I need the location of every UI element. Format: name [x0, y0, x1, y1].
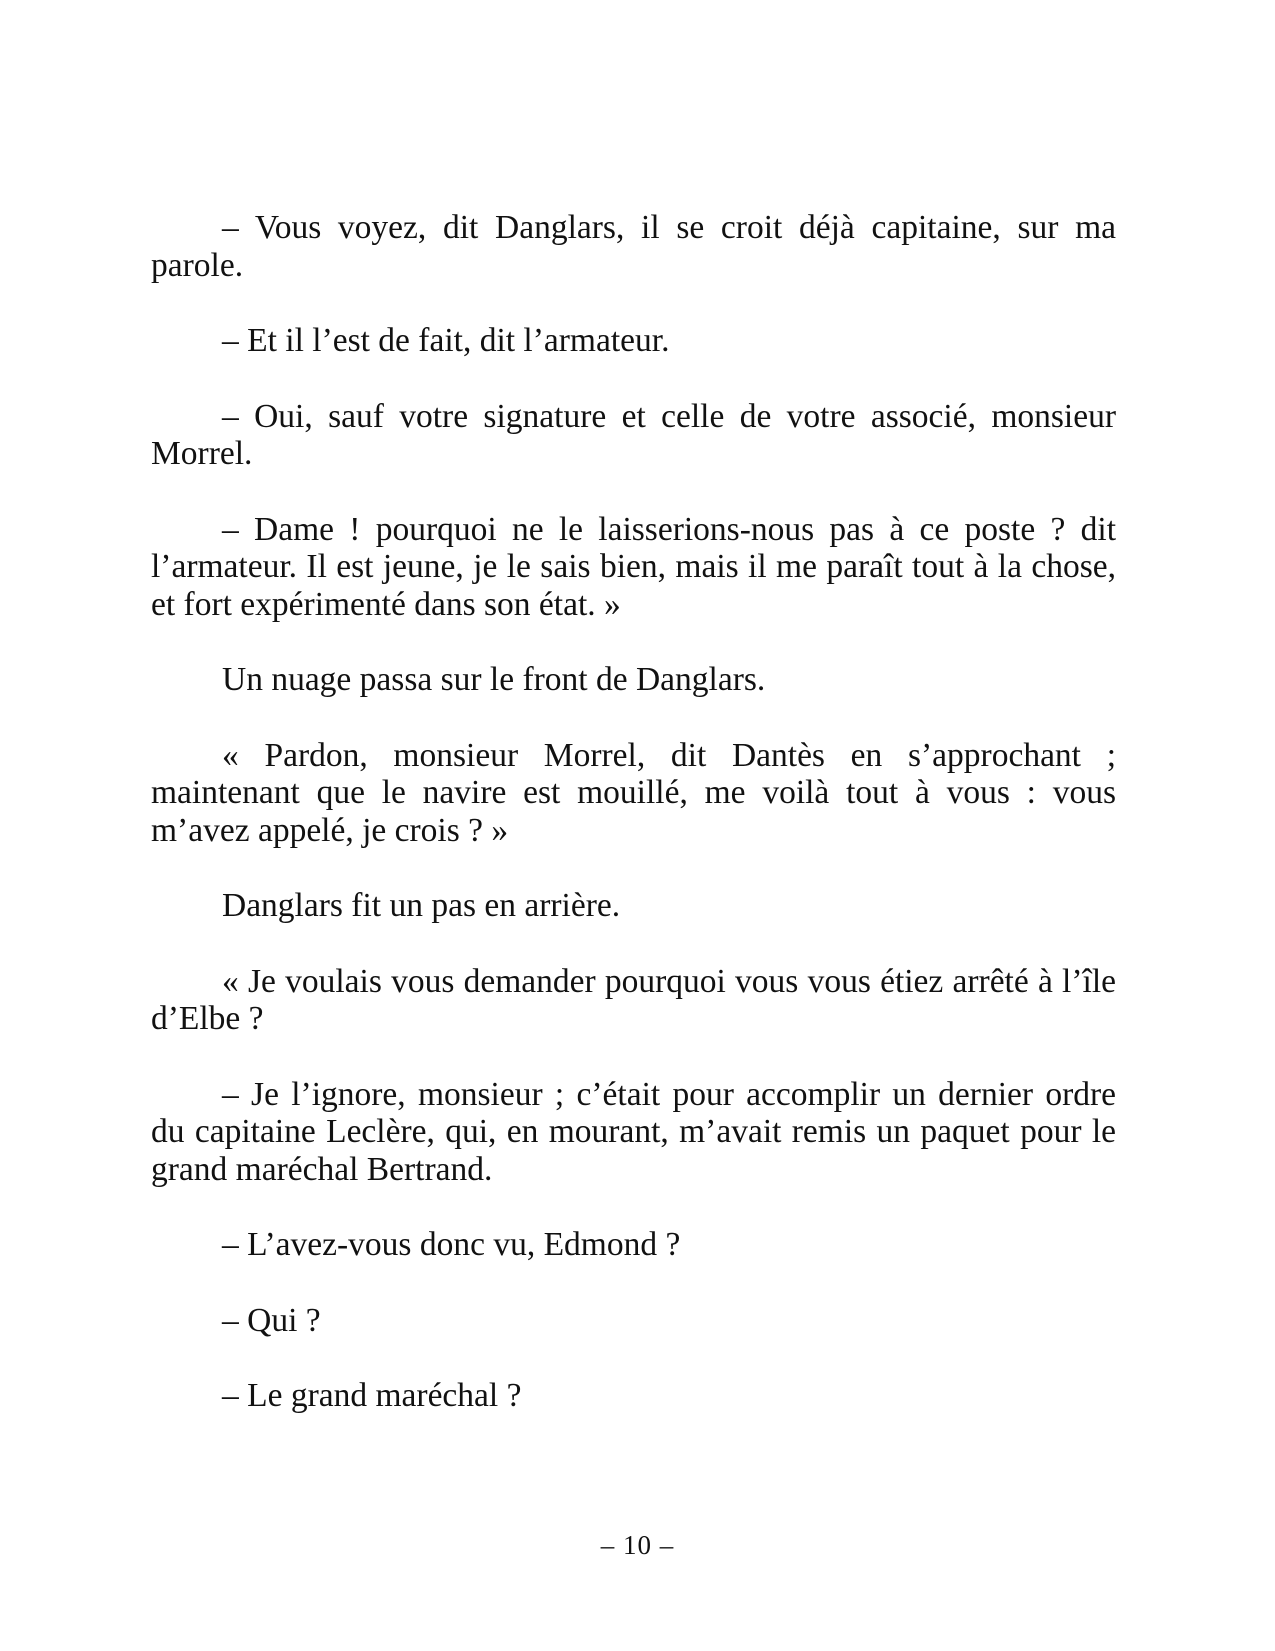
paragraph: – L’avez-vous donc vu, Edmond ? — [222, 1226, 681, 1263]
paragraph: « Pardon, monsieur Morrel, dit Dantès en s’approchant ; maintenant que le navire est mouillé, me voilà tout à vous : vous m’avez appelé, je crois ? » — [151, 736, 1116, 849]
page-body — [151, 209, 1116, 1415]
paragraph: – Et il l’est de fait, dit l’armateur. — [222, 322, 670, 359]
page-number: – 10 – — [600, 1530, 675, 1560]
paragraph: – Vous voyez, dit Danglars, il se croit déjà capitaine, sur ma parole. — [151, 209, 1116, 284]
paragraph: « Je voulais vous demander pourquoi vous vous étiez arrêté à l’île d’Elbe ? — [151, 962, 1116, 1037]
paragraph: Danglars fit un pas en arrière. — [222, 887, 621, 924]
paragraph: – Oui, sauf votre signature et celle de votre associé, monsieur Morrel. — [151, 397, 1116, 472]
paragraph: – Dame ! pourquoi ne le laisserions-nous pas à ce poste ? dit l’armateur. Il est jeune, je le sais bien, mais il me paraît tout à la chose, et fort expérimenté dans son état. » — [151, 510, 1116, 623]
paragraph: Un nuage passa sur le front de Danglars. — [222, 661, 766, 698]
paragraph: – Qui ? — [222, 1301, 321, 1339]
paragraph: – Je l’ignore, monsieur ; c’était pour accomplir un dernier ordre du capitaine Leclère, qui, en mourant, m’avait remis un paquet pour le grand maréchal Bertrand. — [151, 1075, 1116, 1188]
paragraph: – Le grand maréchal ? — [222, 1377, 522, 1414]
